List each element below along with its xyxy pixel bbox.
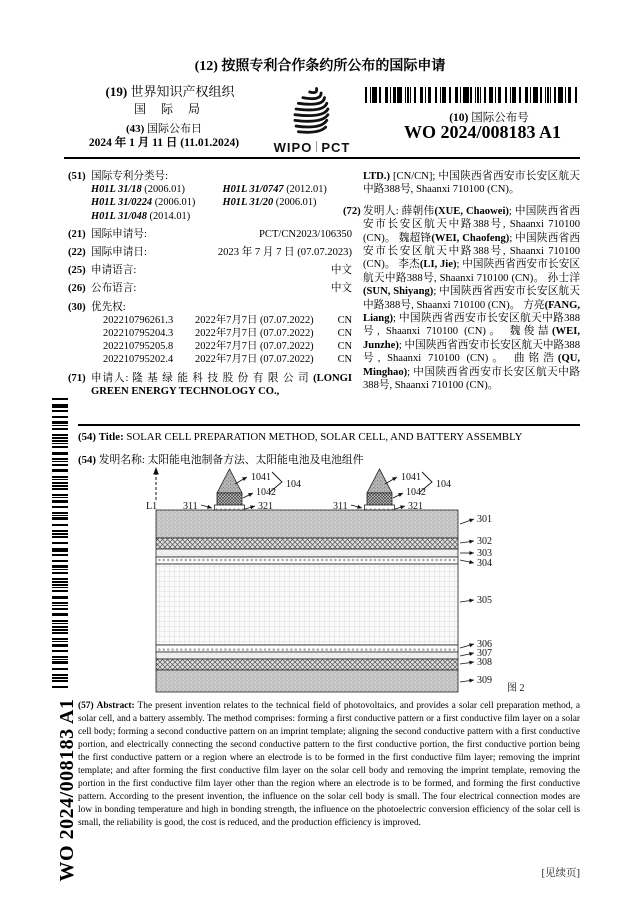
pub-lang-value: 中文 bbox=[330, 283, 352, 295]
wipo-swoosh-icon bbox=[283, 84, 341, 134]
header-rule bbox=[64, 157, 580, 159]
ipc-label: 国际专利分类号: bbox=[91, 171, 169, 182]
pub-date: 2024 年 1 月 11 日 (11.01.2024) bbox=[88, 137, 240, 149]
applicant-label: 申请人: bbox=[91, 372, 129, 384]
figure-label-304: 304 bbox=[477, 558, 492, 569]
inid-26: (26) bbox=[68, 283, 86, 295]
figure-label-1041: 1041 bbox=[401, 472, 421, 483]
title-rule bbox=[78, 424, 580, 426]
inventor: 李杰(LI, Jie); 中国陕西省西安市长安区航天中路388号, Shaanxi 710100 (CN)。 bbox=[363, 259, 581, 284]
barcode-horizontal bbox=[365, 87, 578, 103]
wipo-text: WIPO bbox=[273, 140, 313, 155]
figure-label-311: 311 bbox=[333, 501, 348, 512]
bib-left-column bbox=[68, 170, 352, 403]
applicant-continuation bbox=[343, 170, 580, 197]
inventor: 薛朝伟(XUE, Chaowei); 中国陕西省西安市长安区航天中路388号, Shaanxi 710100 (CN)。 bbox=[363, 205, 581, 244]
figure-layer-303 bbox=[156, 549, 458, 557]
org-block bbox=[78, 84, 262, 117]
wipo-pct-wordmark bbox=[260, 140, 364, 155]
inventors-label: 发明人: bbox=[363, 205, 399, 217]
ipc-code-list bbox=[91, 183, 352, 223]
priority-row: 202210795205.8 2022年7月7日 (07.07.2022) CN bbox=[103, 341, 352, 353]
inid-30: (30) bbox=[68, 301, 86, 313]
pub-number-label: (10) 国际公布号 bbox=[449, 112, 529, 124]
priority-row: 202210795204.3 2022年7月7日 (07.07.2022) CN bbox=[103, 328, 352, 340]
figure-label-321: 321 bbox=[408, 501, 423, 512]
publication-date-block bbox=[64, 122, 264, 150]
figure-label-l1: L1 bbox=[146, 501, 158, 512]
org-name-line bbox=[78, 84, 262, 100]
inid-57: (57) bbox=[78, 701, 94, 711]
sidebar-publication-number: WO 2024/008183 A1 bbox=[56, 698, 78, 882]
ipc-code: H01L 31/048 (2014.01) bbox=[91, 210, 191, 222]
inid-25: (25) bbox=[68, 265, 86, 277]
figure-label-104: 104 bbox=[436, 479, 451, 490]
priority-row: 202210796261.3 2022年7月7日 (07.07.2022) CN bbox=[103, 314, 352, 326]
figure-label-1042: 1042 bbox=[406, 487, 426, 498]
figure-electrode-1 bbox=[215, 469, 245, 510]
barcode-vertical bbox=[52, 398, 68, 690]
figure-layer-305 bbox=[156, 564, 458, 645]
electrode-body-1042 bbox=[217, 493, 242, 505]
applicant-name-en: (LONGI GREEN ENERGY TECHNOLOGY CO., bbox=[91, 372, 352, 397]
figure-layer-308 bbox=[156, 659, 458, 670]
pct-text: PCT bbox=[321, 140, 351, 155]
pub-lang-label: 公布语言: bbox=[91, 283, 137, 295]
ipc-code: H01L 31/0224 (2006.01) bbox=[91, 197, 196, 209]
org-name: 世界知识产权组织 bbox=[130, 84, 235, 99]
title-cn-label: 发明名称: bbox=[98, 454, 145, 466]
inid-54-cn: (54) bbox=[78, 454, 96, 466]
filing-language-entry bbox=[68, 264, 352, 277]
bib-right-column bbox=[343, 170, 580, 398]
app-date-value: 2023 年 7 月 7 日 (07.07.2023) bbox=[217, 247, 352, 259]
figure-label-301: 301 bbox=[477, 514, 492, 525]
abstract-text: The present invention relates to the technical field of photovoltaics, and provides a solar cell preparation method, a solar cell, and a battery assembly. The method comprises: forming a first conductive pattern or a first conductive film layer on a solar cell body; forming a second conductive pattern on an imprint template; aligning the second conductive pattern with a first conductive portion, and electrically connecting the second conductive pattern to the first conductive portion, the first conductive portion being the first conductive pattern or a region where an electrode is to be formed in the first conductive film layer; removing the imprint template; and after forming the first conductive film layer on the solar cell body and removing the imprint template, removing the portion in the first conductive film layer other than the region where an electrode is to be formed, and forming the first conductive pattern. According to the present invention, the influence on the solar cell body is small. The four electrical connection modes are low in bonding temperature and high in bonding strength, the influence on the photoelectric conversion efficiency of the solar cell is small, the reliability is good, the cost is reduced, and the production efficiency is improved. bbox=[78, 701, 580, 828]
continuation-note: [见续页] bbox=[541, 868, 580, 879]
application-number-entry bbox=[68, 228, 352, 241]
figure-label-1042: 1042 bbox=[256, 487, 276, 498]
figure-layer-304 bbox=[156, 557, 458, 564]
priority-rows bbox=[103, 314, 352, 367]
filing-lang-label: 申请语言: bbox=[91, 265, 137, 277]
figure-label-321: 321 bbox=[258, 501, 273, 512]
electrode-pad-321 bbox=[215, 505, 245, 510]
figure-label-302: 302 bbox=[477, 536, 492, 547]
figure-layer-309 bbox=[156, 670, 458, 692]
figure-layer-301 bbox=[156, 510, 458, 538]
figure-electrode-2 bbox=[365, 469, 395, 510]
priority-row: 202210795202.4 2022年7月7日 (07.07.2022) CN bbox=[103, 354, 352, 366]
inid-19: (19) bbox=[105, 84, 128, 99]
inventor: 孙士洋(SUN, Shiyang); 中国陕西省西安市长安区航天中路388号, Shaanxi 710100 (CN)。 bbox=[363, 272, 581, 311]
application-date-entry bbox=[68, 246, 352, 259]
figure-caption: 图 2 bbox=[507, 683, 525, 694]
wipo-logo bbox=[260, 84, 364, 155]
inid-72: (72) bbox=[343, 205, 361, 217]
ipc-entry bbox=[68, 170, 352, 223]
figure-label-104: 104 bbox=[286, 479, 301, 490]
figure-label-305: 305 bbox=[477, 595, 492, 606]
figure-layer-307 bbox=[156, 652, 458, 659]
inid-21: (21) bbox=[68, 228, 86, 240]
title-en-label: Title: bbox=[98, 431, 124, 443]
title-en-text: SOLAR CELL PREPARATION METHOD, SOLAR CELL, AND BATTERY ASSEMBLY bbox=[126, 431, 523, 443]
inventor: 魏俊喆(WEI, Junzhe); 中国陕西省西安市长安区航天中路388号, Shaanxi 710100 (CN)。 bbox=[363, 326, 580, 365]
figure-label-307: 307 bbox=[477, 648, 492, 659]
figure-label-1041: 1041 bbox=[251, 472, 271, 483]
logo-divider bbox=[316, 141, 317, 152]
inventors-text bbox=[363, 206, 580, 391]
figure-layer-302 bbox=[156, 538, 458, 549]
pub-number: WO 2024/008183 A1 bbox=[403, 122, 561, 142]
app-date-label: 国际申请日: bbox=[91, 247, 147, 259]
electrode-tip-1041 bbox=[217, 469, 242, 493]
org-bureau: 国 际 局 bbox=[133, 102, 206, 116]
electrode-tip-1041 bbox=[367, 469, 392, 493]
figure-label-306: 306 bbox=[477, 639, 492, 650]
priority-label: 优先权: bbox=[91, 301, 126, 313]
pub-date-label: 国际公布日 bbox=[147, 123, 203, 135]
l1-arrowhead bbox=[153, 467, 159, 475]
figure-label-309: 309 bbox=[477, 675, 492, 686]
inventor: 曲铭浩(QU, Minghao); 中国陕西省西安市长安区航天中路388号, Shaanxi 710100 (CN)。 bbox=[363, 353, 580, 392]
electrode-body-1042 bbox=[367, 493, 392, 505]
inid-54-en: (54) bbox=[78, 431, 96, 443]
title-english bbox=[78, 431, 580, 443]
applicant-cont-rest: [CN/CN]; 中国陕西省西安市长安区航天中路388号, Shaanxi 710100 (CN)。 bbox=[363, 171, 580, 196]
publication-language-entry bbox=[68, 282, 352, 295]
inid-71: (71) bbox=[68, 372, 86, 384]
applicant-cont-bold: LTD.) bbox=[363, 171, 390, 182]
applicant-name-cn: 隆 基 绿 能 科 技 股 份 有 限 公 司 bbox=[132, 372, 310, 384]
figure-solar-cell-cross-section bbox=[100, 462, 580, 698]
electrode-pad-321 bbox=[365, 505, 395, 510]
figure-label-311: 311 bbox=[183, 501, 198, 512]
inid-43: (43) bbox=[125, 123, 145, 135]
pub-date-label-line bbox=[64, 122, 264, 136]
figure-layer-306 bbox=[156, 645, 458, 652]
figure-label-308: 308 bbox=[477, 657, 492, 668]
app-no-value: PCT/CN2023/106350 bbox=[258, 228, 352, 240]
figure-label-303: 303 bbox=[477, 548, 492, 559]
ipc-code: H01L 31/0747 (2012.01) bbox=[222, 184, 327, 196]
inid-22: (22) bbox=[68, 247, 86, 259]
inventor: 方亮(FANG, Liang); 中国陕西省西安市长安区航天中路388号, Shaanxi 710100 (CN)。 bbox=[363, 299, 580, 338]
inid-51: (51) bbox=[68, 171, 86, 182]
app-no-label: 国际申请号: bbox=[91, 228, 147, 240]
ipc-code: H01L 31/18 (2006.01) bbox=[91, 184, 185, 196]
ipc-code: H01L 31/20 (2006.01) bbox=[222, 197, 317, 209]
applicant-entry bbox=[68, 372, 352, 398]
filing-lang-value: 中文 bbox=[330, 265, 352, 277]
inid-10: (10) bbox=[449, 112, 469, 124]
title-cn-text: 太阳能电池制备方法、太阳能电池及电池组件 bbox=[147, 454, 364, 466]
priority-entry bbox=[68, 301, 352, 367]
inventors-entry bbox=[343, 205, 580, 393]
abstract-paragraph bbox=[78, 700, 580, 830]
inventor: 魏超锋(WEI, Chaofeng); 中国陕西省西安市长安区航天中路388号, Shaanxi 710100 (CN)。 bbox=[363, 232, 581, 271]
abstract-label: Abstract: bbox=[96, 701, 135, 711]
document-kind-line: (12) 按照专利合作条约所公布的国际申请 bbox=[194, 59, 446, 74]
